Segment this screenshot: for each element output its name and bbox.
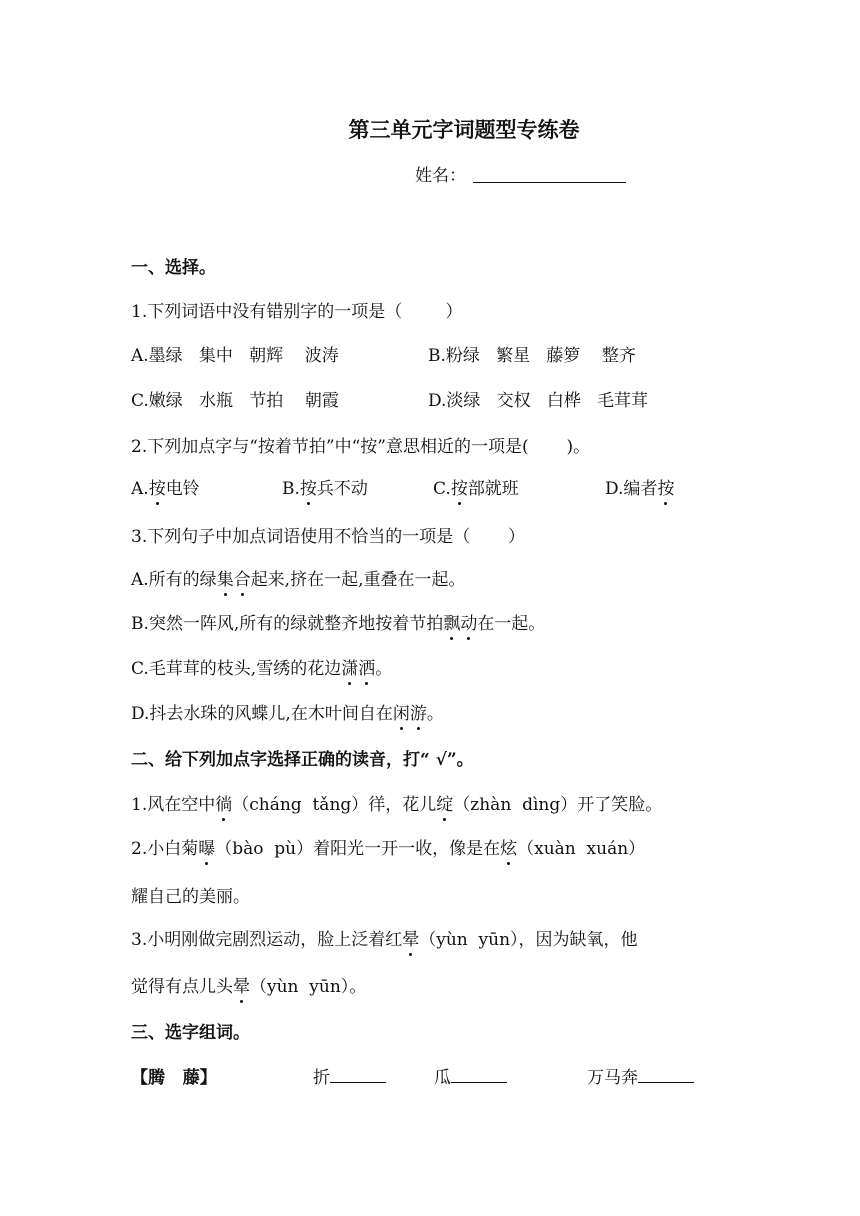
s3-word-3: 万马奔 xyxy=(587,1063,694,1088)
q2-stem: 2.下列加点字与“按着节拍”中“按”意思相近的一项是( )。 xyxy=(131,437,591,457)
s3-character-choices: 【腾 藤】 xyxy=(131,1068,217,1088)
s3-word-2: 瓜 xyxy=(434,1063,507,1088)
section1-heading: 一、选择。 xyxy=(131,258,216,278)
name-blank[interactable] xyxy=(473,182,626,183)
q3-stem: 3.下列句子中加点词语使用不恰当的一项是（ ） xyxy=(131,527,526,547)
s3-word-1: 折 xyxy=(313,1063,386,1088)
s2-line-1: 1.风在空中徜（cháng tǎng）徉，花儿绽（zhàn dìng）开了笑脸。 xyxy=(131,790,662,815)
q2-option-b: B.按兵不动 xyxy=(282,474,368,499)
q1-option-a: A.墨绿 集中 朝辉 波涛 xyxy=(131,346,339,366)
q3-option-b: B.突然一阵风,所有的绿就整齐地按着节拍飘动在一起。 xyxy=(131,609,545,634)
blank-2[interactable] xyxy=(451,1068,507,1083)
blank-3[interactable] xyxy=(638,1068,694,1083)
section2-heading: 二、给下列加点字选择正确的读音，打“ √”。 xyxy=(131,750,474,770)
section3-heading: 三、选字组词。 xyxy=(131,1023,250,1043)
s2-line-5: 觉得有点儿头晕（yùn yūn）。 xyxy=(131,972,366,997)
q1-option-d: D.淡绿 交权 白桦 毛茸茸 xyxy=(428,391,649,411)
q2-option-a: A.按电铃 xyxy=(131,474,200,499)
q1-option-b: B.粉绿 繁星 藤箩 整齐 xyxy=(428,346,636,366)
q3-option-c: C.毛茸茸的枝头,雪绣的花边潇洒。 xyxy=(131,654,392,679)
page-title: 第三单元字词题型专练卷 xyxy=(348,117,580,142)
q2-option-d: D.编者按 xyxy=(605,474,674,499)
s2-line-2: 2.小白菊曝（bào pù）着阳光一开一收，像是在炫（xuàn xuán） xyxy=(131,834,645,859)
s2-line-4: 3.小明刚做完剧烈运动，脸上泛着红晕（yùn yūn），因为缺氧，他 xyxy=(131,925,638,950)
q3-option-a: A.所有的绿集合起来,挤在一起,重叠在一起。 xyxy=(131,565,466,590)
q1-option-c: C.嫩绿 水瓶 节拍 朝霞 xyxy=(131,391,339,411)
name-label: 姓名： xyxy=(415,166,466,186)
blank-1[interactable] xyxy=(330,1068,386,1083)
q1-stem: 1.下列词语中没有错别字的一项是（ ） xyxy=(131,302,463,322)
s2-line-3: 耀自己的美丽。 xyxy=(131,887,250,907)
q2-option-c: C.按部就班 xyxy=(433,474,519,499)
q3-option-d: D.抖去水珠的风蝶儿,在木叶间自在闲游。 xyxy=(131,699,444,724)
